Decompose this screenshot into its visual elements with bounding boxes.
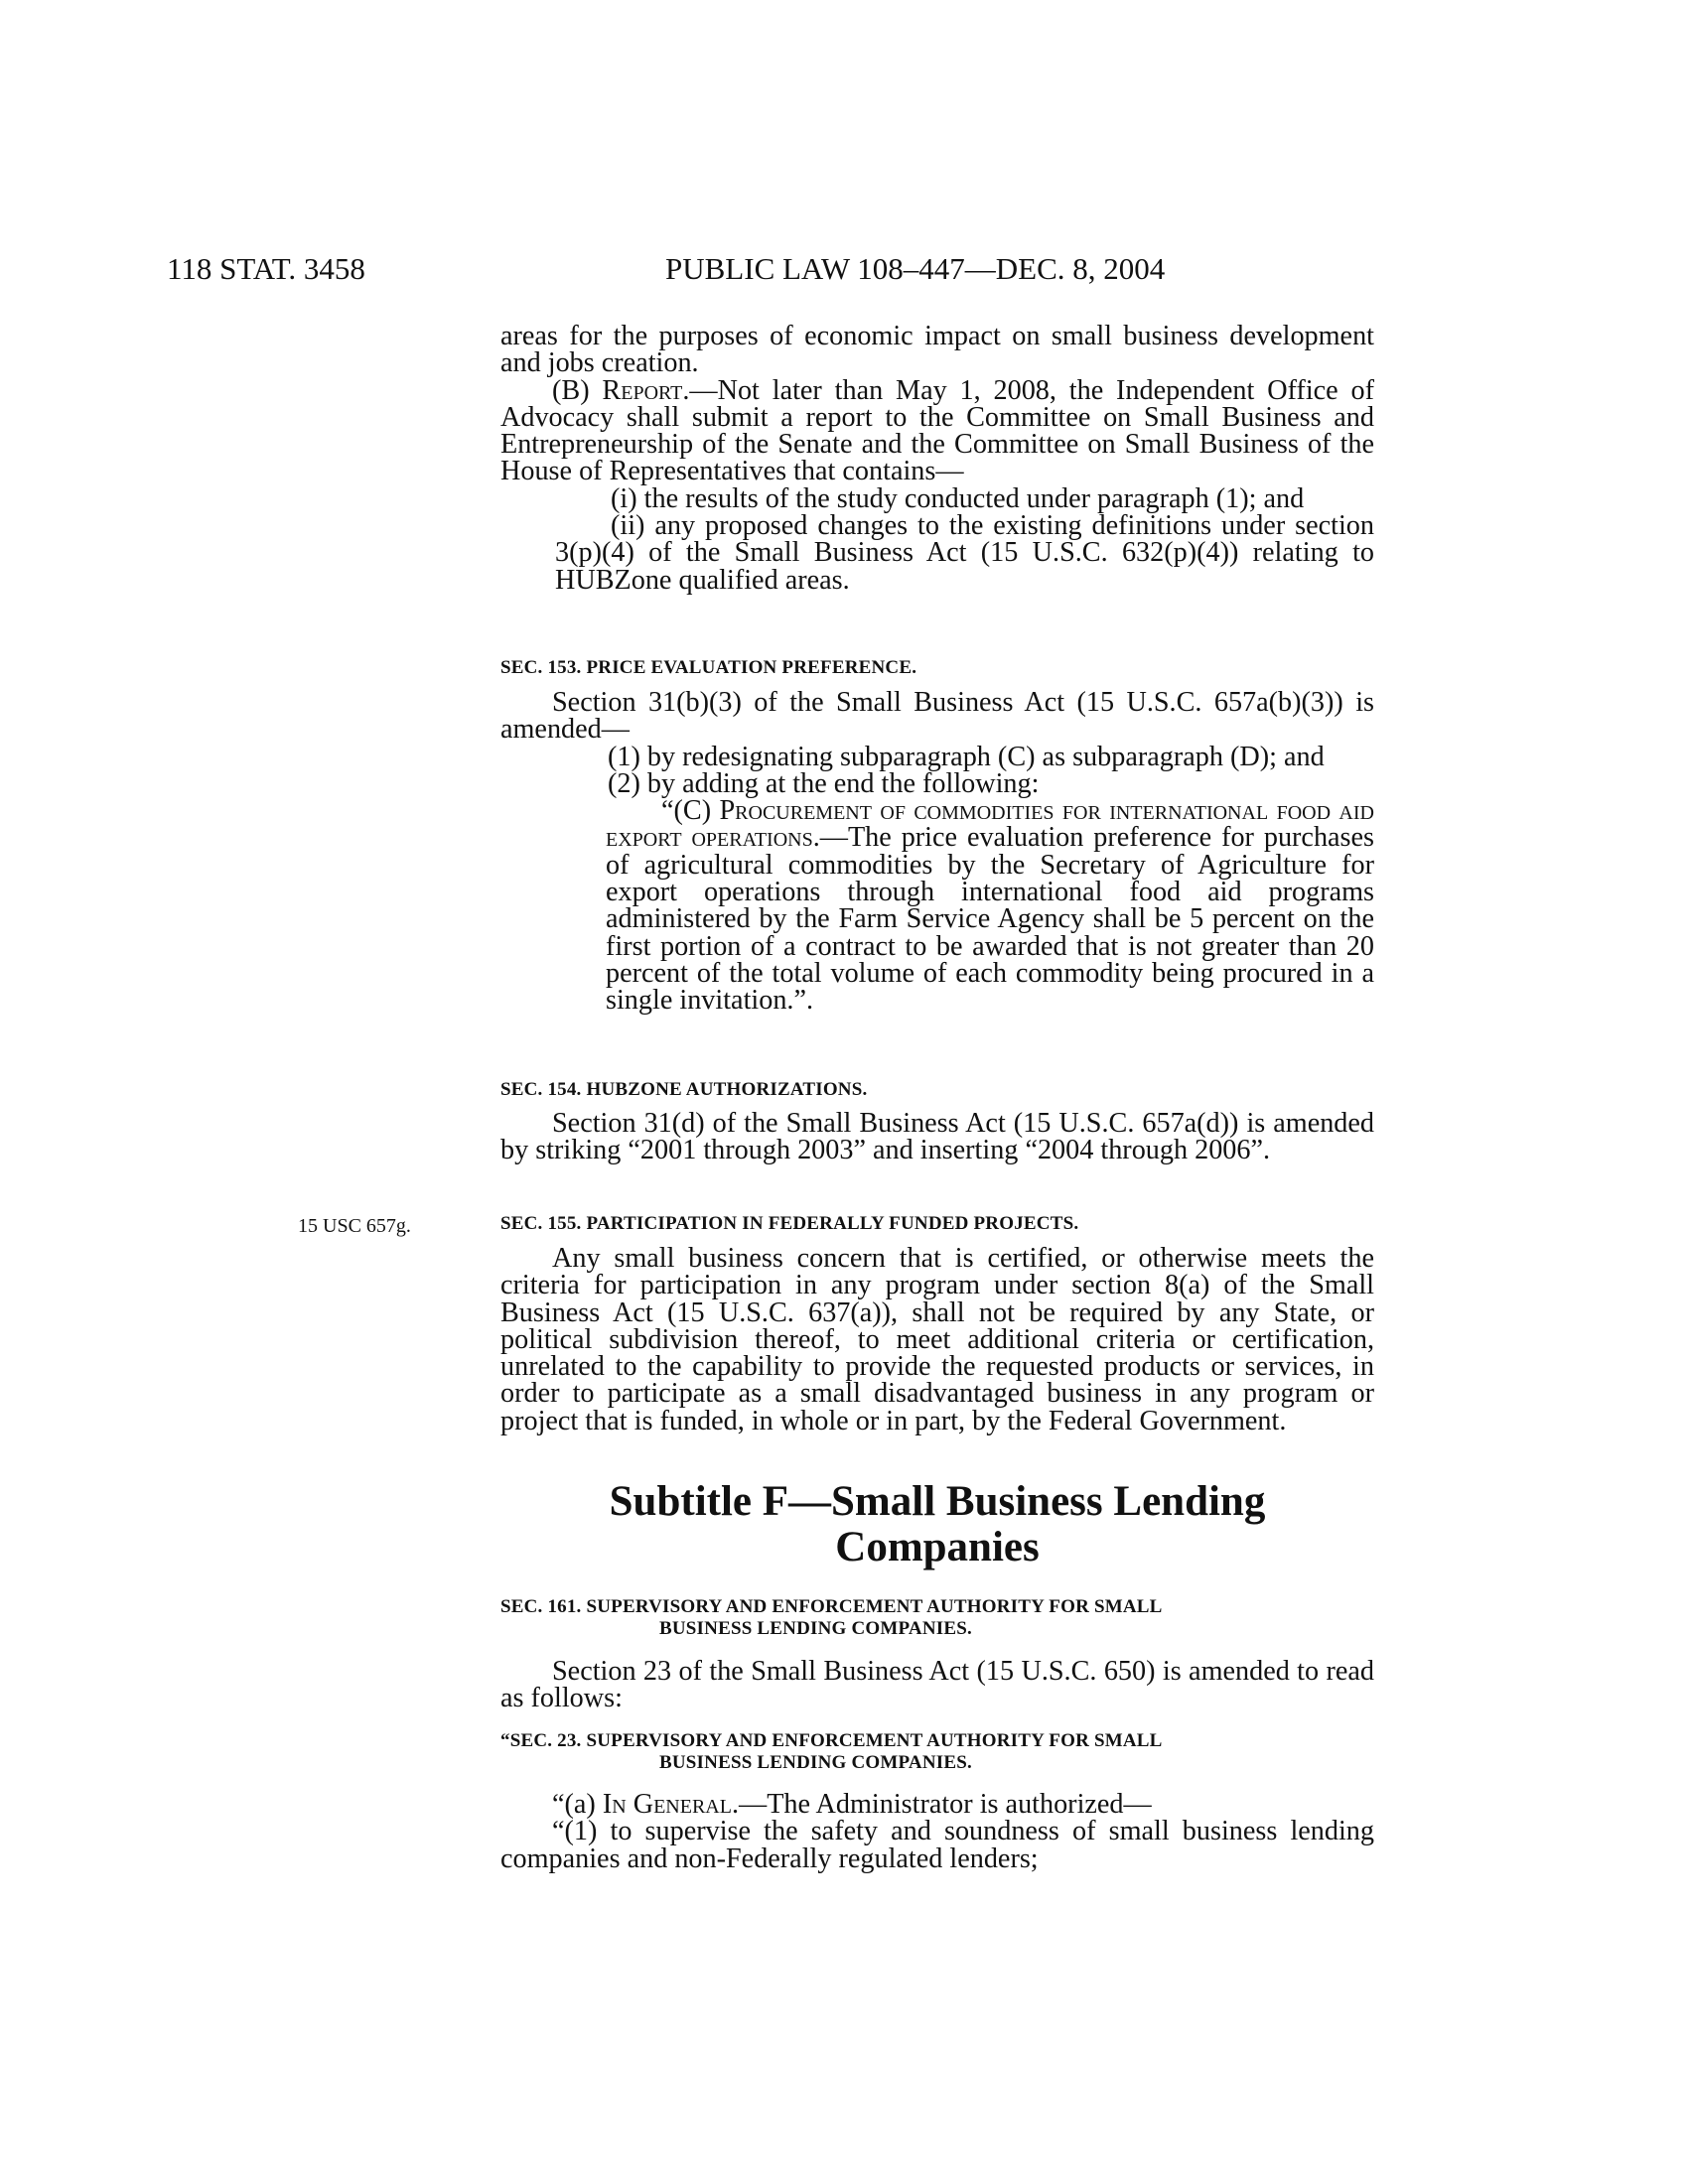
subtitle-heading: Subtitle F—Small Business Lending Companies bbox=[609, 1478, 1266, 1570]
section-heading: “SEC. 23. SUPERVISORY AND ENFORCEMENT AUTHORITY FOR SMALL BUSINESS LENDING COMPANIES. bbox=[500, 1730, 1163, 1773]
subparagraph-b: (B) Report.—Not later than May 1, 2008, the Independent Office of Advocacy shall submit a report to the Committee on Small Business and Entrepreneurship of the Senate and the Committee on Small Business of the House of Representatives that contains— bbox=[500, 374, 1374, 487]
list-item: (2) by adding at the end the following: bbox=[608, 767, 1040, 799]
section-heading: SEC. 154. HUBZONE AUTHORIZATIONS. bbox=[500, 1079, 868, 1100]
section-heading: SEC. 161. SUPERVISORY AND ENFORCEMENT AUTHORITY FOR SMALL BUSINESS LENDING COMPANIES. bbox=[500, 1596, 1163, 1639]
paragraph: Any small business concern that is certified, or otherwise meets the criteria for participation in any program under section 8(a) of the Small Business Act (15 U.S.C. 637(a)), shall not be required by any State, or political subdivision thereof, to meet additional criteria or certification, unrelated to the capability to provide the requested products or services, in order to participate as a small disadvantaged business in any program or project that is funded, in whole or in part, by the Federal Government. bbox=[500, 1243, 1374, 1436]
list-item: (1) by redesignating subparagraph (C) as subparagraph (D); and bbox=[608, 741, 1325, 772]
section-heading: SEC. 153. PRICE EVALUATION PREFERENCE. bbox=[500, 657, 917, 678]
page-header-title: PUBLIC LAW 108–447—DEC. 8, 2004 bbox=[665, 251, 1166, 286]
page-stat-number: 118 STAT. 3458 bbox=[167, 251, 365, 286]
paragraph: Section 31(b)(3) of the Small Business Act (15 U.S.C. 657a(b)(3)) is amended— bbox=[500, 687, 1374, 746]
subsection-a: “(a) In General.—The Administrator is authorized— bbox=[552, 1789, 1152, 1820]
paragraph: “(1) to supervise the safety and soundness of small business lending companies and non-Federally regulated lenders; bbox=[500, 1816, 1374, 1874]
subparagraph-heading: Procurement of commodities for international food aid export operations bbox=[606, 795, 1374, 854]
clause-i: (i) the results of the study conducted under paragraph (1); and bbox=[611, 482, 1305, 514]
margin-note: 15 USC 657g. bbox=[298, 1215, 411, 1237]
report-provision bbox=[500, 323, 1374, 594]
subsection-heading: In General bbox=[602, 1789, 732, 1820]
quoted-subparagraph: “(C) Procurement of commodities for international food aid export operations.—The price evaluation preference for purchases of agricultural commodities by the Secretary of Agriculture for export operations through international food aid programs administered by the Farm Service Agency shall be 5 percent on the first portion of a contract to be awarded that is not greater than 20 percent of the total volume of each commodity being procured in a single invitation.”. bbox=[606, 795, 1374, 1017]
section-154-body bbox=[500, 1110, 1374, 1164]
section-161-body bbox=[500, 1658, 1374, 1712]
subparagraph-heading: Report bbox=[602, 374, 683, 406]
section-153-body bbox=[500, 689, 1374, 1015]
paragraph: Section 23 of the Small Business Act (15 U.S.C. 650) is amended to read as follows: bbox=[500, 1656, 1374, 1714]
paragraph: Section 31(d) of the Small Business Act (15 U.S.C. 657a(d)) is amended by striking “2001 through 2003” and inserting “2004 through 2006”. bbox=[500, 1108, 1374, 1166]
section-heading: SEC. 155. PARTICIPATION IN FEDERALLY FUNDED PROJECTS. bbox=[500, 1213, 1079, 1234]
clause-ii: (ii) any proposed changes to the existing definitions under section 3(p)(4) of the Small Business Act (15 U.S.C. 632(p)(4)) relating to HUBZone qualified areas. bbox=[555, 510, 1374, 596]
section-155-body bbox=[500, 1245, 1374, 1434]
paragraph: areas for the purposes of economic impact on small business development and jobs creation. bbox=[500, 321, 1374, 379]
section-23-body bbox=[500, 1791, 1374, 1872]
